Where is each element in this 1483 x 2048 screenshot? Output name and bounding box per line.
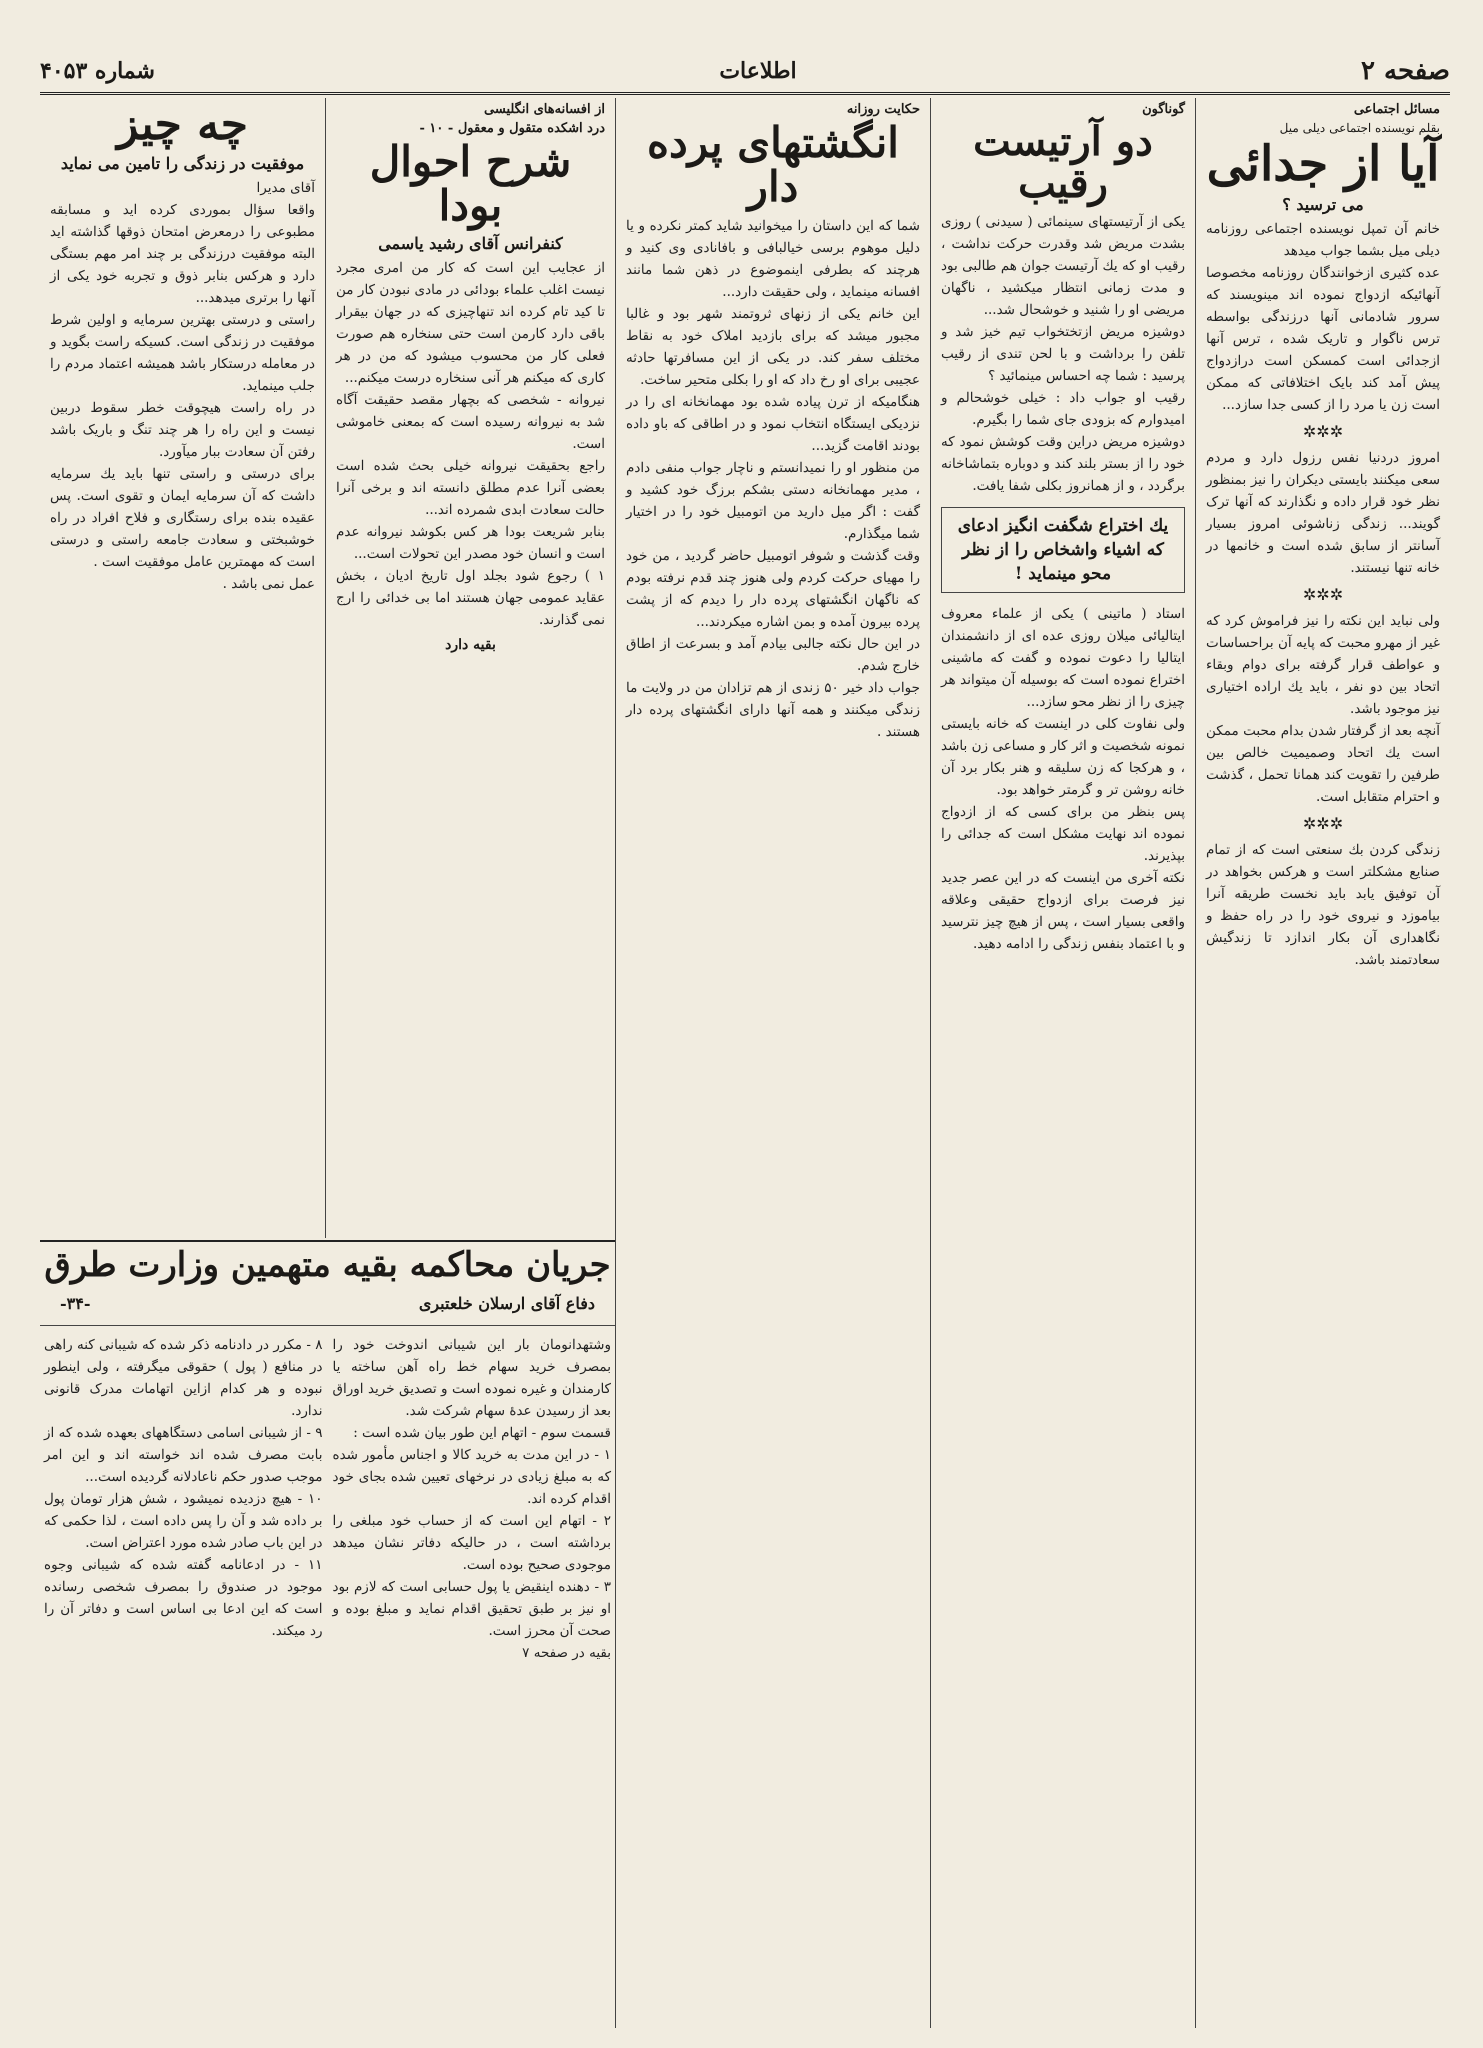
column-daily-story: [615, 98, 930, 2028]
article-headline: دو آرتیست رقیب: [973, 118, 1153, 207]
article-headline: آیا از جدائی: [1206, 136, 1440, 192]
article-headline: انگشتهای پرده دار: [647, 118, 899, 212]
trial-columns: [40, 1334, 615, 1664]
article-body: امروز دردنیا نفس رزول دارد و مردم سعی میکنند بایستی دیکران را نیز بمنظور نظر خود قرار داده و نگذارند که آنها ترک گویند... زندگی زناشوئی امروز بسیار آسانتر از سابق شده است و خانمها در خانه تنها نیستند.: [1206, 450, 1440, 577]
article-body: یکی از آرتیستهای سینمائی ( سیدنی ) روزی بشدت مریض شد وقدرت حرکت نداشت ، رقیب او که یك آرتیست جوان هم طالبی بود و مدت زمانی انتظار میکشید ، ناگهان مریضی او را شنید و خوشحال شد... دوشیزه مریض ازتختخواب تیم خیز شد و تلفن را برداشت و با لحن تندی از رقیب پرسید : شما چه احساس مینمائید ؟ رقیب او جواب داد : خیلی خوشحالم و امیدوارم که بزودی جای شما را بگیرم. دوشیزه مریض دراین وقت کوشش نمود که خود را از بستر بلند کند و دوباره بتماشاخانه برگردد ، و از همانروز بکلی شفا یافت.: [941, 214, 1185, 494]
article-body: آقای مدیرا واقعا سؤال بموردی کرده اید و مسابقه مطبوعی را درمعرض امتحان ذوقها گذاشته اید البته موفقیت درزندگی بر چند امر مهم بستگی دارد و هرکس بنابر ذوق و تجربه خود یکی از آنها را برتری میدهد... راستی و درستی بهترین سرمایه و اولین شرط موفقیت در زندگی است. کسیکه راست بگوید و در معامله درستکار باشد همیشه اعتماد مردم را جلب مینماید. در راه راست هیچوقت خطر سقوط دربین نیست و این راه را هر چند تنگ و باریک باشد رفتن آن سعادت ببار میآورد. برای درستی و راستی تنها باید یك سرمایه داشت که آن سرمایه ایمان و تقوی است. پس عقیده بنده برای رستگاری و فلاح افراد در راه خوشبختی و سعادت جامعه راستی و درستی است که مهمترین عامل موفقیت است .: [50, 180, 315, 571]
separator-stars-icon: ✲✲✲: [1302, 422, 1344, 442]
separator-stars-icon: ✲✲✲: [1302, 814, 1344, 834]
column-miscellaneous: [930, 98, 1195, 2028]
article-body: وشتهدانومان بار این شیبانی اندوخت خود را بمصرف خرید سهام خط راه آهن ساخته یا کارمندان و غیره نموده است و تصدیق خرید اوراق بعد از رسیدن عدۀ سهام شرکت شد. قسمت سوم - اتهام این طور بیان شده است : ۱ - در این مدت به خرید کالا و اجناس مأمور شده که به مبلغ زیادی در نرخهای تعیین شده بجای خود اقدام کرده اند. ۲ - اتهام این است که از حساب خود مبلغی را برداشته است ، در حالیکه دفاتر نشان میدهد موجودی صحیح بوده است. ۳ - دهنده اینقیض یا پول حسابی است که لازم بود او نیز بر طبق تحقیق اقدام نماید و مبلغ بوده و صحت آن محرز است. بقیه در صفحه ۷: [332, 1336, 611, 1661]
article-subheadline: موفقیت در زندگی را تامین می نماید: [60, 154, 305, 174]
continued-note: بقیه دارد: [445, 637, 496, 654]
article-body: ولی نباید این نکته را نیز فراموش کرد که غیر از مهرو محبت که پایه آن براحساسات و عواطف قرار گرفته برای دوام وبقاء اتحاد بین دو نفر ، باید یك اراده اختیاری نیز موجود باشد. آنچه بعد از گرفتار شدن بدام محبت ممکن است یك اتحاد وصمیمیت خالص بین طرفین را تقویت کند همانا تحمل ، گذشت و احترام متقابل است.: [1206, 613, 1440, 806]
page-number: صفحه ۲: [1361, 56, 1450, 86]
newspaper-page: [40, 20, 1450, 2030]
signature: عمل نمی باشد .: [222, 576, 315, 593]
paper-name: اطلاعات: [719, 58, 797, 84]
article-body: زندگی کردن بك سنعتی است که از تمام صنایع مشکلتر است و هرکس بخواهد در آن توفیق یابد باید نخست طریقه آنرا بیاموزد و نیروی خود را در راه حفظ و نگاهداری آن بکار اندازد تا زندگیش سعادتمند باشد.: [1206, 842, 1440, 969]
section-kicker: گوناگون: [1142, 102, 1185, 117]
article-body: از عجایب این است که کار من امری مجرد نیست اغلب علماء بودائی در مادی نبودن کار من تا کید تام کرده اند تنهاچیزی که در جهان بیقرار باقی دارد کارمن است حتی سنخاره هم صورت فعلی کار من محسوب میشود که من در هر کاری که میکنم هر آنی سنخاره درست میکنم... نیروانه - شخصی که بچهار مقصد حقیقت آگاه شد به نیروانه رسیده است که بمعنی خاموشی است. راجع بحقیقت نیروانه خیلی بحث شده است بعضی آنرا عدم مطلق دانسته اند و برخی آنرا حالت سعادت ابدی شمرده اند... بنابر شریعت بودا هر کس بکوشد نیروانه عدم است و انسان خود مصدر این تحولات است... ۱ ) رجوع شود بجلد اول تاریخ ادیان ، بخش عقاید عمومی جهان هستند اما بی خدائی را ارج نمی گذارند.: [336, 260, 605, 629]
masthead: [40, 50, 1450, 95]
article-body: شما که این داستان را میخوانید شاید کمتر نکرده و یا دلیل موهوم برسی خیالبافی و بافانادی وی کنید و هرچند که بطرفی اینموضوع در ذهن شما مانند افسانه مینماید ، ولی حقیقت دارد... این خانم یکی از زنهای ثروتمند شهر بود و غالبا مجبور میشد که برای بازدید املاک خود به نقاط مختلف سفر کند. در یکی از این مسافرتها حادثه عجیبی برای او رخ داد که او را بکلی متحیر ساخت. هنگامیکه از ترن پیاده شده بود مهمانخانه ای را در نزدیکی ایستگاه انتخاب نمود و در اطاقی که باو داده بودند اقامت گزید... من منظور او را نمیدانستم و ناچار جواب منفی دادم ، مدیر مهمانخانه دستی بشکم برزگ خود کشید و گفت : اگر میل دارید من اتومبیل خود را در اختیار شما میگذارم. وقت گذشت و شوفر اتومبیل حاضر گردید ، من خود را مهیای حرکت کردم ولی هنوز چند قدم نرفته بودم که ناگهان انگشتهای پرده دار را دیدم که از پشت پرده بیرون آمده و بمن اشاره میکردند... در این حال نکته جالبی بیادم آمد و بسرعت از اطاق خارج شدم. جواب داد خیر ۵۰ زندی از هم تزادان من در ولایت ما زندگی میکنند و همه آنها دارای انگشتهای پرده دار هستند .: [626, 218, 920, 741]
article-body: ۸ - مکرر در دادنامه ذکر شده که شیبانی کنه راهی در منافع ( پول ) حقوقی میگرفته ، ولی اینطور نبوده و هر کدام ازاین اتهامات مدرک قانونی ندارد. ۹ - از شیبانی اسامی دستگاههای بعهده شده که از بابت مصرف شده اند خواسته اند و این امر موجب صدور حکم ناعادلانه گردیده است... ۱۰ - هیچ دزدیده نمیشود ، شش هزار تومان پول بر داده شد و آن را پس داده است ، لذا حکمی که در این باب صادر شده مورد اعتراض است. ۱۱ - در ادعانامه گفته شده که شیبانی وجوه موجود در صندوق را بمصرف شخصی رسانده است که این ادعا بی اساس است و دفاتر آن را رد میکند.: [44, 1336, 323, 1639]
column-social-issues: [1195, 98, 1450, 2028]
column-buddha: [325, 98, 615, 1238]
article-headline: جریان محاکمه بقیه متهمین وزارت طرق: [44, 1245, 611, 1285]
article-headline: شرح احوال بودا: [369, 137, 572, 231]
article-subheadline: دفاع آقای ارسلان خلعتبری: [418, 1293, 595, 1313]
trial-subheader: [40, 1290, 615, 1317]
section-kicker: از افسانه‌های انگلیسی: [484, 102, 605, 117]
article-subheadline: کنفرانس آقای رشید یاسمی: [378, 234, 563, 254]
section-kicker: مسائل اجتماعی: [1353, 102, 1440, 117]
issue-number: شماره ۴۰۵۳: [40, 58, 155, 84]
separator-stars-icon: ✲✲✲: [1302, 585, 1344, 605]
trial-article: [40, 1240, 615, 2010]
article-headline: چه چیز: [117, 99, 248, 150]
article-body: خانم آن تمپل نویسنده اجتماعی روزنامه دیلی میل بشما جواب میدهد عده کثیری ازخوانندگان روزنامه مخصوصا آنهائیکه ازدواج نموده اند مینویسند که سرور شادمانی آنها درزندگی بواسطه ترس ناگوار و تاریک شده ، ترس آنها ازجدائی است کمسکن است درازدواج پیش آمد کند بایک اختلافاتی که ممکن است زن یا مرد را از کسی جدا سازد...: [1206, 221, 1440, 414]
boxed-headline: یك اختراع شگفت انگیز ادعای که اشیاء واشخاص را از نظر محو مینماید !: [941, 507, 1185, 593]
article-body: استاد ( ماتینی ) یکی از علماء معروف ایتالیائی میلان روزی عده ای از دانشمندان ایتالیا را دعوت نموده و گفت که ماشینی اختراع نموده است که بوسیله آن میتواند هر چیزی را از نظر محو سازد... ولی نفاوت کلی در اینست که خانه بایستی نمونه شخصیت و اثر کار و مساعی زن باشد ، و هرکجا که زن سلیقه و هنر بکار برد آن خانه روشن تر و گرمتر خواهد بود. پس بنظر من برای کسی که از ازدواج نموده اند نهایت مشکل است که جدائی را بپذیرند. نکته آخری من اینست که در این عصر جدید نیز فرصت برای ازدواج حقیقی وعلاقه واقعی بسیار است ، پس از هیچ چیز نترسید و با اعتماد بنفس زندگی را ادامه دهید.: [941, 606, 1185, 952]
column-success: [40, 98, 325, 1238]
installment-number: -۳۴-: [60, 1293, 91, 1313]
divider: [40, 1325, 615, 1326]
section-kicker: حکایت روزانه: [846, 102, 920, 117]
byline: بقلم نویسنده اجتماعی دیلی میل: [1279, 121, 1440, 135]
section-kicker-secondary: درد اشکده متقول و معقول - ۱۰ -: [419, 121, 605, 136]
article-subheadline: می ترسید ؟: [1282, 195, 1364, 215]
